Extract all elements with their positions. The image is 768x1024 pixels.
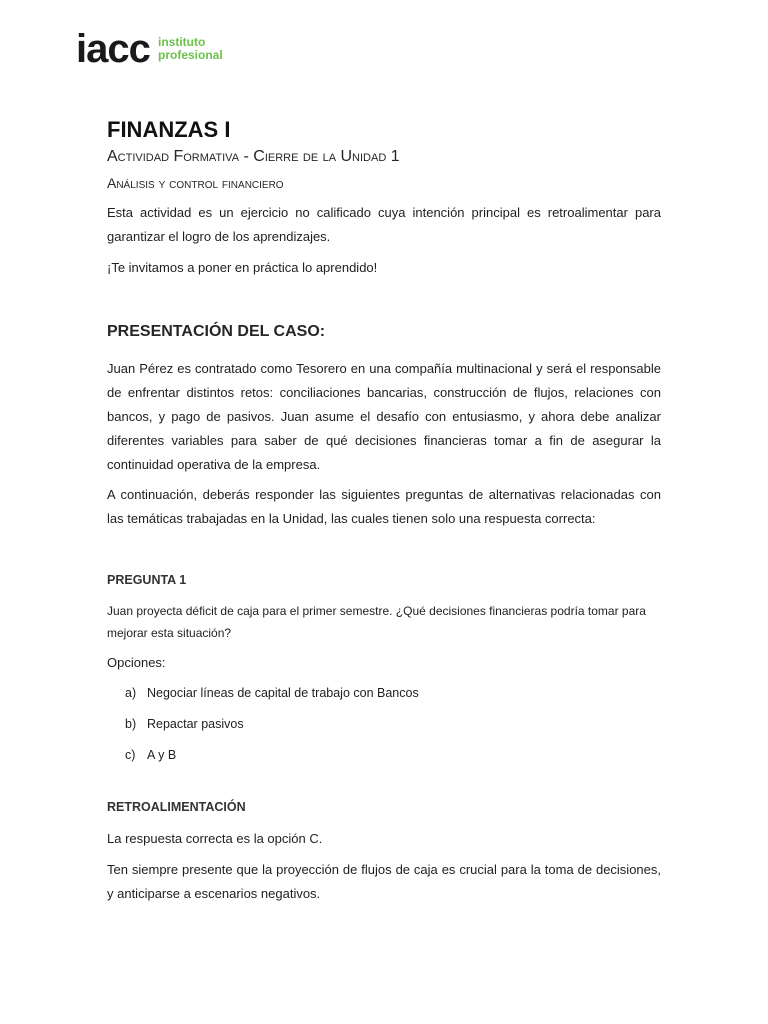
option-text: Repactar pasivos bbox=[147, 717, 244, 731]
case-paragraph: Juan Pérez es contratado como Tesorero en una compañía multinacional y será el responsable de enfrentar distintos retos: conciliaciones bancarias, construcción de flujos, relaciones con bancos, y pago de pasivos. Juan asume el desafío con entusiasmo, y ahora debe analizar diferentes variables para saber de qué decisiones financieras tomar a fin de asegurar la continuidad operativa de la empresa. bbox=[107, 361, 661, 472]
page-subsubtitle: Análisis y control financiero bbox=[107, 175, 284, 191]
options-label: Opciones: bbox=[107, 655, 166, 670]
page-subtitle: Actividad Formativa - Cierre de la Unidad 1 bbox=[107, 148, 400, 165]
question-text: Juan proyecta déficit de caja para el primer semestre. ¿Qué decisiones financieras podría tomar para mejorar esta situación? bbox=[107, 604, 646, 640]
case-instructions: A continuación, deberás responder las siguientes preguntas de alternativas relacionadas con las temáticas trabajadas en la Unidad, las cuales tienen solo una respuesta correcta: bbox=[107, 487, 661, 526]
option-text: Negociar líneas de capital de trabajo con Bancos bbox=[147, 686, 419, 700]
intro-invitation: ¡Te invitamos a poner en práctica lo aprendido! bbox=[107, 260, 378, 275]
option-letter: a) bbox=[125, 686, 137, 700]
feedback-paragraph: Ten siempre presente que la proyección de flujos de caja es crucial para la toma de decisiones, y anticiparse a escenarios negativos. bbox=[107, 862, 661, 901]
option-text: A y B bbox=[147, 748, 177, 762]
page-title: FINANZAS I bbox=[107, 117, 231, 142]
logo-line2: profesional bbox=[158, 48, 223, 62]
option-c bbox=[125, 748, 176, 762]
intro-paragraph: Esta actividad es un ejercicio no calificado cuya intención principal es retroalimentar para garantizar el logro de los aprendizajes. bbox=[107, 205, 661, 244]
question-label: PREGUNTA 1 bbox=[107, 573, 187, 587]
feedback-label: RETROALIMENTACIÓN bbox=[107, 800, 246, 814]
case-heading: PRESENTACIÓN DEL CASO: bbox=[107, 323, 326, 340]
option-letter: c) bbox=[125, 748, 136, 762]
feedback-answer: La respuesta correcta es la opción C. bbox=[107, 831, 323, 846]
logo-brand: iacc bbox=[76, 27, 150, 68]
option-letter: b) bbox=[125, 717, 137, 731]
option-a bbox=[125, 686, 419, 700]
option-b bbox=[125, 717, 244, 731]
logo-line1: instituto bbox=[158, 35, 206, 49]
iacc-logo bbox=[76, 26, 236, 68]
